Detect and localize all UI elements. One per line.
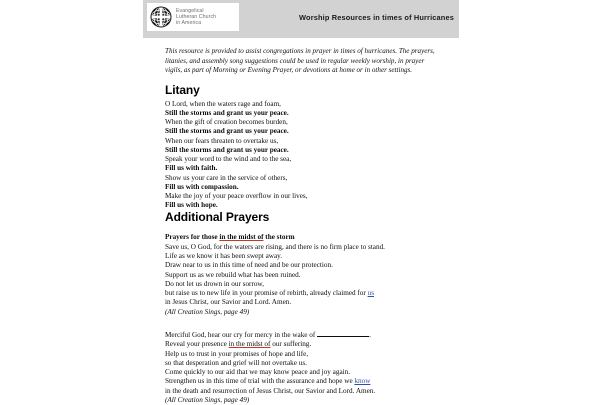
litany-line: Fill us with compassion.: [165, 182, 239, 191]
logo-line-2: Lutheran Church: [176, 13, 217, 20]
spellcheck-phrase: in the midst of: [228, 340, 271, 349]
litany-line: Show us your care in the service of others,: [165, 173, 288, 182]
fill-in-blank[interactable]: [317, 336, 369, 337]
intro-paragraph: This resource is provided to assist congregations in prayer in times of hurricanes. The prayers, litanies, and assembly song suggestions could be used in regular weekly worship, in prayer vigils, as part of Morning or Evening Prayer, or devotions at home or in other settings.: [165, 47, 435, 75]
elca-logo-text: [176, 8, 216, 27]
prayer-one-title-before: Prayers for those: [165, 233, 220, 242]
prayer-one-line-with-link: [165, 289, 443, 298]
litany-line: O Lord, when the waters rage and foam,: [165, 99, 281, 108]
prayer-one-title-after: the storm: [263, 233, 295, 242]
prayer-one-line: Do not let us drown in our sorrow,: [165, 279, 264, 288]
litany-heading: Litany: [165, 82, 200, 97]
prayer-two-line: Come quickly to our aid that we may know peace and joy again.: [165, 368, 351, 377]
prayer-two-line-spell: [165, 340, 443, 349]
prayer-one-line: Draw near to us in this time of need and be our protection.: [165, 261, 333, 270]
litany-line: Still the storms and grant us your peace.: [165, 127, 289, 136]
litany-line: Still the storms and grant us your peace.: [165, 145, 289, 154]
prayer-one-line: Life as we know it has been swept away.: [165, 251, 283, 260]
prayer-two-line: so that desperation and grief will not overtake us.: [165, 358, 307, 367]
document-body: [143, 47, 459, 405]
prayer-two-line-with-link: [165, 377, 443, 386]
logo-line-3: in America: [176, 20, 202, 27]
prayer-two-link-before: Strengthen us in this time of trial with the assurance and hope we: [165, 377, 355, 386]
litany-line: When the gift of creation becomes burden,: [165, 118, 288, 127]
prayer-two-line2-after: our suffering.: [270, 340, 312, 349]
litany-line: Still the storms and grant us your peace.: [165, 109, 289, 118]
hyperlink-word[interactable]: know: [354, 377, 371, 386]
document-header-band: [143, 0, 459, 38]
prayer-two-line1-after: .: [369, 330, 371, 339]
prayer-one-link-before: but raise us to new life in your promise of rebirth, already claimed for: [165, 289, 368, 298]
prayer-one-line: Support us as we rebuild what has been ruined.: [165, 270, 301, 279]
prayer-two-line-fill: [165, 331, 443, 340]
document-page: [143, 0, 459, 405]
litany-line: When our fears threaten to overtake us,: [165, 136, 279, 145]
logo-line-1: Evangelical: [176, 7, 204, 14]
litany-line: Speak your word to the wind and to the sea,: [165, 155, 292, 164]
prayer-two-line1-before: Merciful God, hear our cry for mercy in the wake of: [165, 330, 318, 339]
prayer-two-line2-before: Reveal your presence: [165, 340, 229, 349]
litany-line: Fill us with faith.: [165, 164, 218, 173]
spellcheck-phrase: in the midst of: [219, 233, 264, 242]
prayer-one-attribution: (All Creation Sings, page 49): [165, 307, 250, 316]
prayer-one: [165, 233, 443, 317]
prayer-one-title: [165, 233, 443, 242]
prayer-two-line: in the death and resurrection of Jesus Christ, our Savior and Lord. Amen.: [165, 386, 376, 395]
litany-line: Make the joy of your peace overflow in our lives,: [165, 191, 308, 200]
elca-globe-cross-emblem: [150, 6, 172, 28]
prayer-two: [165, 331, 443, 405]
prayer-one-line: in Jesus Christ, our Savior and Lord. Amen.: [165, 298, 292, 307]
elca-logo: [147, 3, 239, 31]
litany-verses: [165, 100, 443, 210]
hyperlink-word[interactable]: us: [367, 289, 374, 298]
prayer-two-line: Help us to trust in your promises of hope and life,: [165, 349, 309, 358]
document-title: Worship Resources in times of Hurricanes: [299, 13, 454, 22]
litany-line: Fill us with hope.: [165, 201, 218, 210]
prayer-one-line: Save us, O God, for the waters are rising, and there is no firm place to stand.: [165, 242, 385, 251]
prayer-two-attribution: (All Creation Sings, page 49): [165, 396, 250, 405]
additional-prayers-heading: Additional Prayers: [165, 210, 270, 225]
